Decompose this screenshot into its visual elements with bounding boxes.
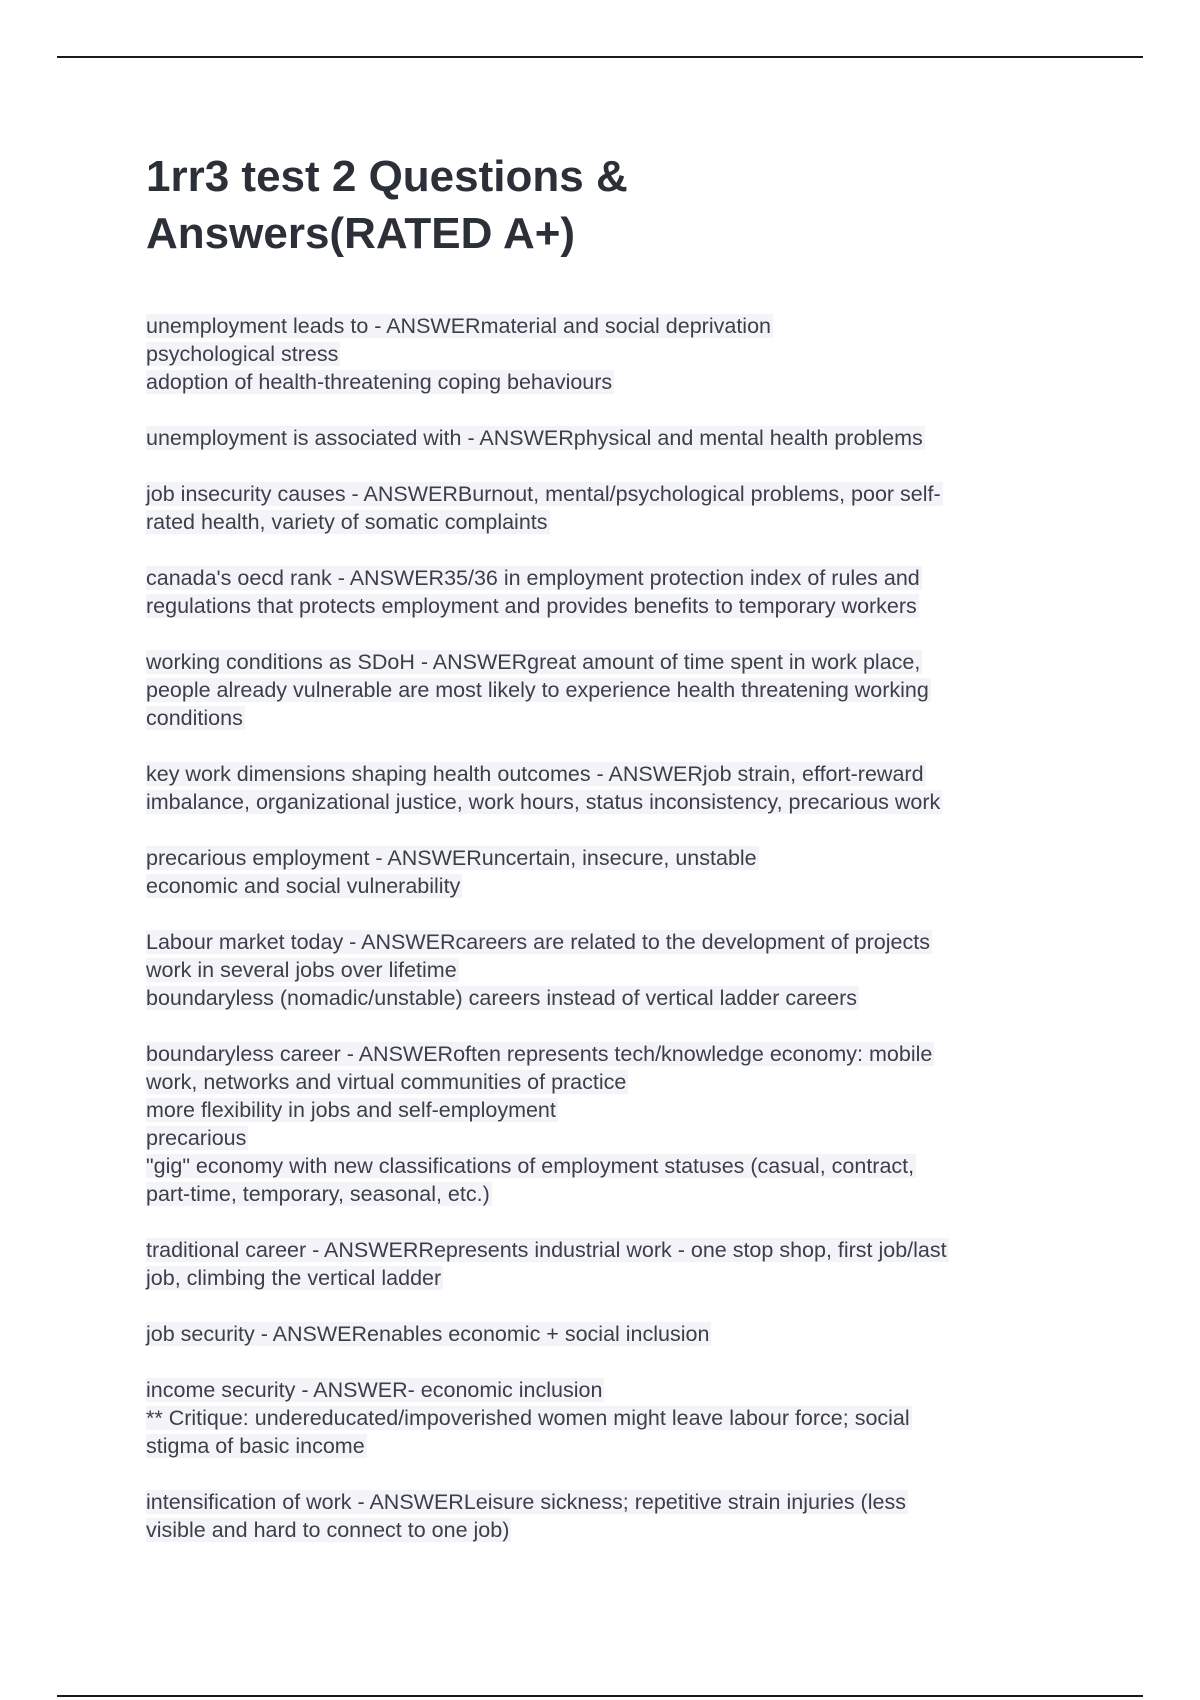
qa-entry xyxy=(146,1236,1066,1292)
qa-line xyxy=(146,676,1066,704)
qa-line xyxy=(146,984,1066,1012)
qa-line-text: work, networks and virtual communities of practice xyxy=(146,1070,627,1094)
qa-line xyxy=(146,928,1066,956)
qa-line xyxy=(146,1516,1066,1544)
qa-line xyxy=(146,1124,1066,1152)
qa-line xyxy=(146,1404,1066,1432)
qa-line-text: working conditions as SDoH - ANSWERgreat amount of time spent in work place, xyxy=(146,650,921,674)
qa-line xyxy=(146,1152,1066,1180)
qa-line-text: income security - ANSWER- economic inclusion xyxy=(146,1378,603,1402)
qa-line xyxy=(146,1040,1066,1068)
qa-entry xyxy=(146,480,1066,536)
qa-line-text: economic and social vulnerability xyxy=(146,874,461,898)
page-title xyxy=(146,148,946,262)
header-rule xyxy=(57,56,1143,58)
qa-line-text: job security - ANSWERenables economic + social inclusion xyxy=(146,1322,710,1346)
qa-line-text: boundaryless (nomadic/unstable) careers instead of vertical ladder careers xyxy=(146,986,858,1010)
qa-line-text: unemployment leads to - ANSWERmaterial and social deprivation xyxy=(146,314,771,338)
qa-entry xyxy=(146,760,1066,816)
qa-entry xyxy=(146,424,1066,452)
qa-line xyxy=(146,1068,1066,1096)
qa-line-text: boundaryless career - ANSWERoften represents tech/knowledge economy: mobile xyxy=(146,1042,933,1066)
qa-line-text: part-time, temporary, seasonal, etc.) xyxy=(146,1182,490,1206)
qa-line-text: more flexibility in jobs and self-employment xyxy=(146,1098,556,1122)
qa-line xyxy=(146,312,1066,340)
qa-line xyxy=(146,592,1066,620)
qa-entry xyxy=(146,648,1066,732)
qa-line xyxy=(146,1432,1066,1460)
qa-line-text: Labour market today - ANSWERcareers are related to the development of projects xyxy=(146,930,930,954)
qa-line xyxy=(146,1236,1066,1264)
qa-line xyxy=(146,1320,1066,1348)
qa-line xyxy=(146,1096,1066,1124)
qa-entry xyxy=(146,844,1066,900)
qa-list xyxy=(146,312,1066,1572)
qa-line-text: conditions xyxy=(146,706,243,730)
qa-line xyxy=(146,956,1066,984)
qa-line-text: psychological stress xyxy=(146,342,339,366)
qa-line xyxy=(146,1180,1066,1208)
qa-line-text: precarious xyxy=(146,1126,247,1150)
qa-line-text: job, climbing the vertical ladder xyxy=(146,1266,442,1290)
qa-line xyxy=(146,564,1066,592)
qa-line-text: adoption of health-threatening coping behaviours xyxy=(146,370,613,394)
qa-line xyxy=(146,844,1066,872)
qa-line-text: precarious employment - ANSWERuncertain, insecure, unstable xyxy=(146,846,757,870)
qa-line xyxy=(146,424,1066,452)
qa-line-text: visible and hard to connect to one job) xyxy=(146,1518,510,1542)
qa-line xyxy=(146,872,1066,900)
qa-entry xyxy=(146,312,1066,396)
qa-line xyxy=(146,1488,1066,1516)
qa-line-text: job insecurity causes - ANSWERBurnout, mental/psychological problems, poor self- xyxy=(146,482,941,506)
qa-entry xyxy=(146,1320,1066,1348)
qa-line-text: intensification of work - ANSWERLeisure sickness; repetitive strain injuries (less xyxy=(146,1490,906,1514)
qa-line xyxy=(146,1264,1066,1292)
qa-entry xyxy=(146,1376,1066,1460)
qa-line-text: canada's oecd rank - ANSWER35/36 in employment protection index of rules and xyxy=(146,566,920,590)
qa-entry xyxy=(146,564,1066,620)
qa-line xyxy=(146,704,1066,732)
qa-line-text: regulations that protects employment and provides benefits to temporary workers xyxy=(146,594,917,618)
qa-line-text: key work dimensions shaping health outcomes - ANSWERjob strain, effort-reward xyxy=(146,762,924,786)
qa-line xyxy=(146,368,1066,396)
qa-line xyxy=(146,508,1066,536)
qa-line xyxy=(146,480,1066,508)
qa-line-text: rated health, variety of somatic complaints xyxy=(146,510,548,534)
qa-line xyxy=(146,340,1066,368)
title-line: 1rr3 test 2 Questions & xyxy=(146,152,628,201)
qa-line-text: people already vulnerable are most likely to experience health threatening working xyxy=(146,678,929,702)
qa-line-text: stigma of basic income xyxy=(146,1434,365,1458)
qa-entry xyxy=(146,1040,1066,1208)
footer-rule xyxy=(57,1695,1143,1697)
qa-line-text: "gig" economy with new classifications of employment statuses (casual, contract, xyxy=(146,1154,915,1178)
qa-entry xyxy=(146,928,1066,1012)
qa-entry xyxy=(146,1488,1066,1544)
qa-line xyxy=(146,648,1066,676)
title-line: Answers(RATED A+) xyxy=(146,209,576,258)
qa-line-text: work in several jobs over lifetime xyxy=(146,958,457,982)
qa-line xyxy=(146,1376,1066,1404)
qa-line-text: unemployment is associated with - ANSWERphysical and mental health problems xyxy=(146,426,923,450)
qa-line xyxy=(146,760,1066,788)
qa-line-text: imbalance, organizational justice, work hours, status inconsistency, precarious work xyxy=(146,790,941,814)
qa-line xyxy=(146,788,1066,816)
qa-line-text: traditional career - ANSWERRepresents industrial work - one stop shop, first job/last xyxy=(146,1238,947,1262)
qa-line-text: ** Critique: undereducated/impoverished women might leave labour force; social xyxy=(146,1406,910,1430)
